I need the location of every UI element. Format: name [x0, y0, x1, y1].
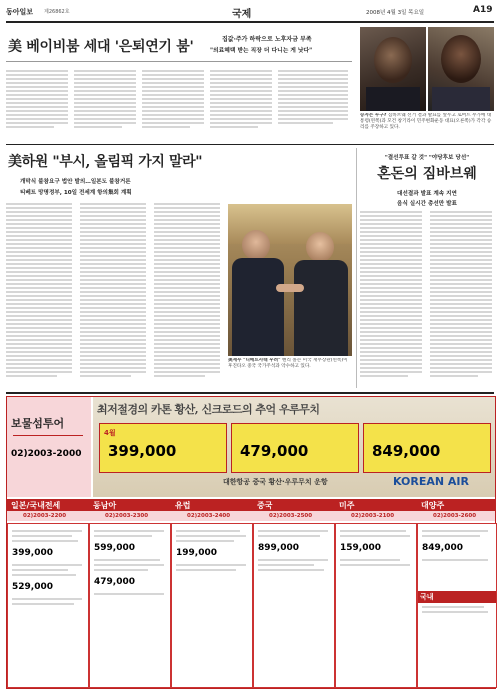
ad-top-text: 최저절경의 카톤 황산, 신크로드의 추억 우루무치	[97, 403, 320, 416]
ad-col4-price: 899,000	[258, 543, 299, 553]
ad-region-4: 미주	[339, 501, 355, 510]
caption-text-1: 짐바브웨 선거 결과 발표를 앞두고 로버트 무가베 대통령(왼쪽)과 모건 창기라이 민주변화운동 대표(오른쪽)가 각각 승리를 주장하고 있다.	[360, 113, 492, 130]
ad-top-banner	[93, 397, 495, 497]
issue-number: 제26862호	[44, 9, 70, 15]
ad-brand-block	[7, 397, 91, 497]
article-3-subhead-2: 티베트 망명정부, 10일 전세계 항의集회 계획	[20, 190, 132, 196]
photo-caption-3	[228, 358, 352, 388]
ad-column-3	[171, 523, 253, 688]
article-4-body	[360, 211, 494, 387]
article-4-kicker: "결선투표 갈 것" "야당후보 당선"	[384, 155, 470, 161]
ad-col2-price: 599,000	[94, 543, 135, 553]
ad-price-box-3	[363, 423, 491, 473]
caption-text-3: 헨리 폴슨 미국 재무장관(왼쪽)이 후진타오 중국 국가주석과 악수하고 있다.	[228, 358, 348, 369]
article-3-subhead-1: 개막식 불참요구 법안 발의…일본도 불참거론	[20, 179, 131, 185]
photo-paulson-hu	[228, 204, 352, 356]
ad-phone-3: 02)2003-2500	[269, 513, 313, 519]
article-1	[6, 26, 352, 141]
ad-col6-price: 849,000	[422, 543, 463, 553]
ad-column-5	[335, 523, 417, 688]
ad-phone-1: 02)2003-2300	[105, 513, 149, 519]
ad-region-5: 대양주	[421, 501, 445, 510]
article-1-subhead: 집값·주가 하락으로 노후자금 부족	[222, 36, 312, 43]
ad-col1-price-2: 529,000	[12, 582, 53, 592]
ad-phone-5: 02)2003-2600	[433, 513, 477, 519]
ad-month-label: 4월	[104, 429, 116, 437]
caption-label-1: 승자는 누구?	[360, 113, 387, 118]
article-3-headline: 美하원 "부시, 올림픽 가지 말라"	[8, 154, 203, 170]
ad-column-6	[417, 523, 497, 688]
article-4	[360, 147, 494, 390]
ad-price-3: 849,000	[372, 442, 441, 460]
photo-caption-1	[360, 113, 494, 141]
ad-price-1: 399,000	[108, 442, 177, 460]
masthead-rule	[6, 21, 494, 23]
ad-phone-0: 02)2003-2200	[23, 513, 67, 519]
ad-column-2	[89, 523, 171, 688]
page-number: A19	[473, 5, 493, 15]
ad-col2-price-2: 479,000	[94, 577, 135, 587]
article-1-subhead-2: "의료혜택 받는 직장 더 다니는 게 낫다"	[210, 48, 313, 54]
article-4-subhead-2: 음식 실시간 총선만 발표	[397, 201, 457, 207]
section-rule-2	[6, 392, 494, 394]
ad-col1-price: 399,000	[12, 548, 53, 558]
photo-tsvangirai	[428, 27, 494, 111]
ad-grid	[7, 523, 495, 688]
ad-col5-price: 159,000	[340, 543, 381, 553]
ad-brand-name: 보물섬투어	[11, 417, 65, 430]
photo-mugabe	[360, 27, 426, 111]
article-3-body	[6, 203, 226, 389]
section-rule-1	[6, 144, 494, 145]
caption-label-3: 美재무 "디베트사태 우려"	[228, 358, 281, 363]
issue-date: 2008년 4월 3일 목요일	[366, 10, 425, 16]
ad-region-3: 중국	[257, 501, 273, 510]
ad-airline-logo: KOREAN AIR	[393, 475, 469, 488]
ad-col3-price: 199,000	[176, 548, 217, 558]
ad-region-bar	[7, 499, 495, 511]
ad-price-box-1	[99, 423, 227, 473]
article-4-subhead-1: 대선결과 발표 계속 지연	[397, 191, 457, 197]
article-1-body	[6, 70, 352, 140]
ad-column-1	[7, 523, 89, 688]
ad-domestic-label: 국내	[418, 591, 496, 603]
ad-column-4	[253, 523, 335, 688]
article-4-headline: 혼돈의 짐바브웨	[377, 166, 477, 182]
ad-region-2: 유럽	[175, 501, 191, 510]
ad-price-2: 479,000	[240, 442, 309, 460]
ad-tagline: 대한항공 중국 황산·우루무치 운항	[223, 478, 328, 486]
article-1-headline: 美 베이비붐 세대 '은퇴연기 붐'	[8, 39, 194, 55]
advertisement	[6, 396, 496, 689]
ad-region-0: 일본/국내전세	[11, 501, 61, 510]
ad-phone-row	[7, 511, 495, 521]
section-title: 국제	[232, 9, 252, 20]
ad-region-1: 동남아	[93, 501, 117, 510]
masthead	[6, 4, 494, 20]
ad-phone: 02)2003-2000	[11, 449, 82, 459]
ad-price-box-2	[231, 423, 359, 473]
ad-phone-2: 02)2003-2400	[187, 513, 231, 519]
paper-name: 동아일보	[6, 8, 34, 16]
ad-phone-4: 02)2003-2100	[351, 513, 395, 519]
